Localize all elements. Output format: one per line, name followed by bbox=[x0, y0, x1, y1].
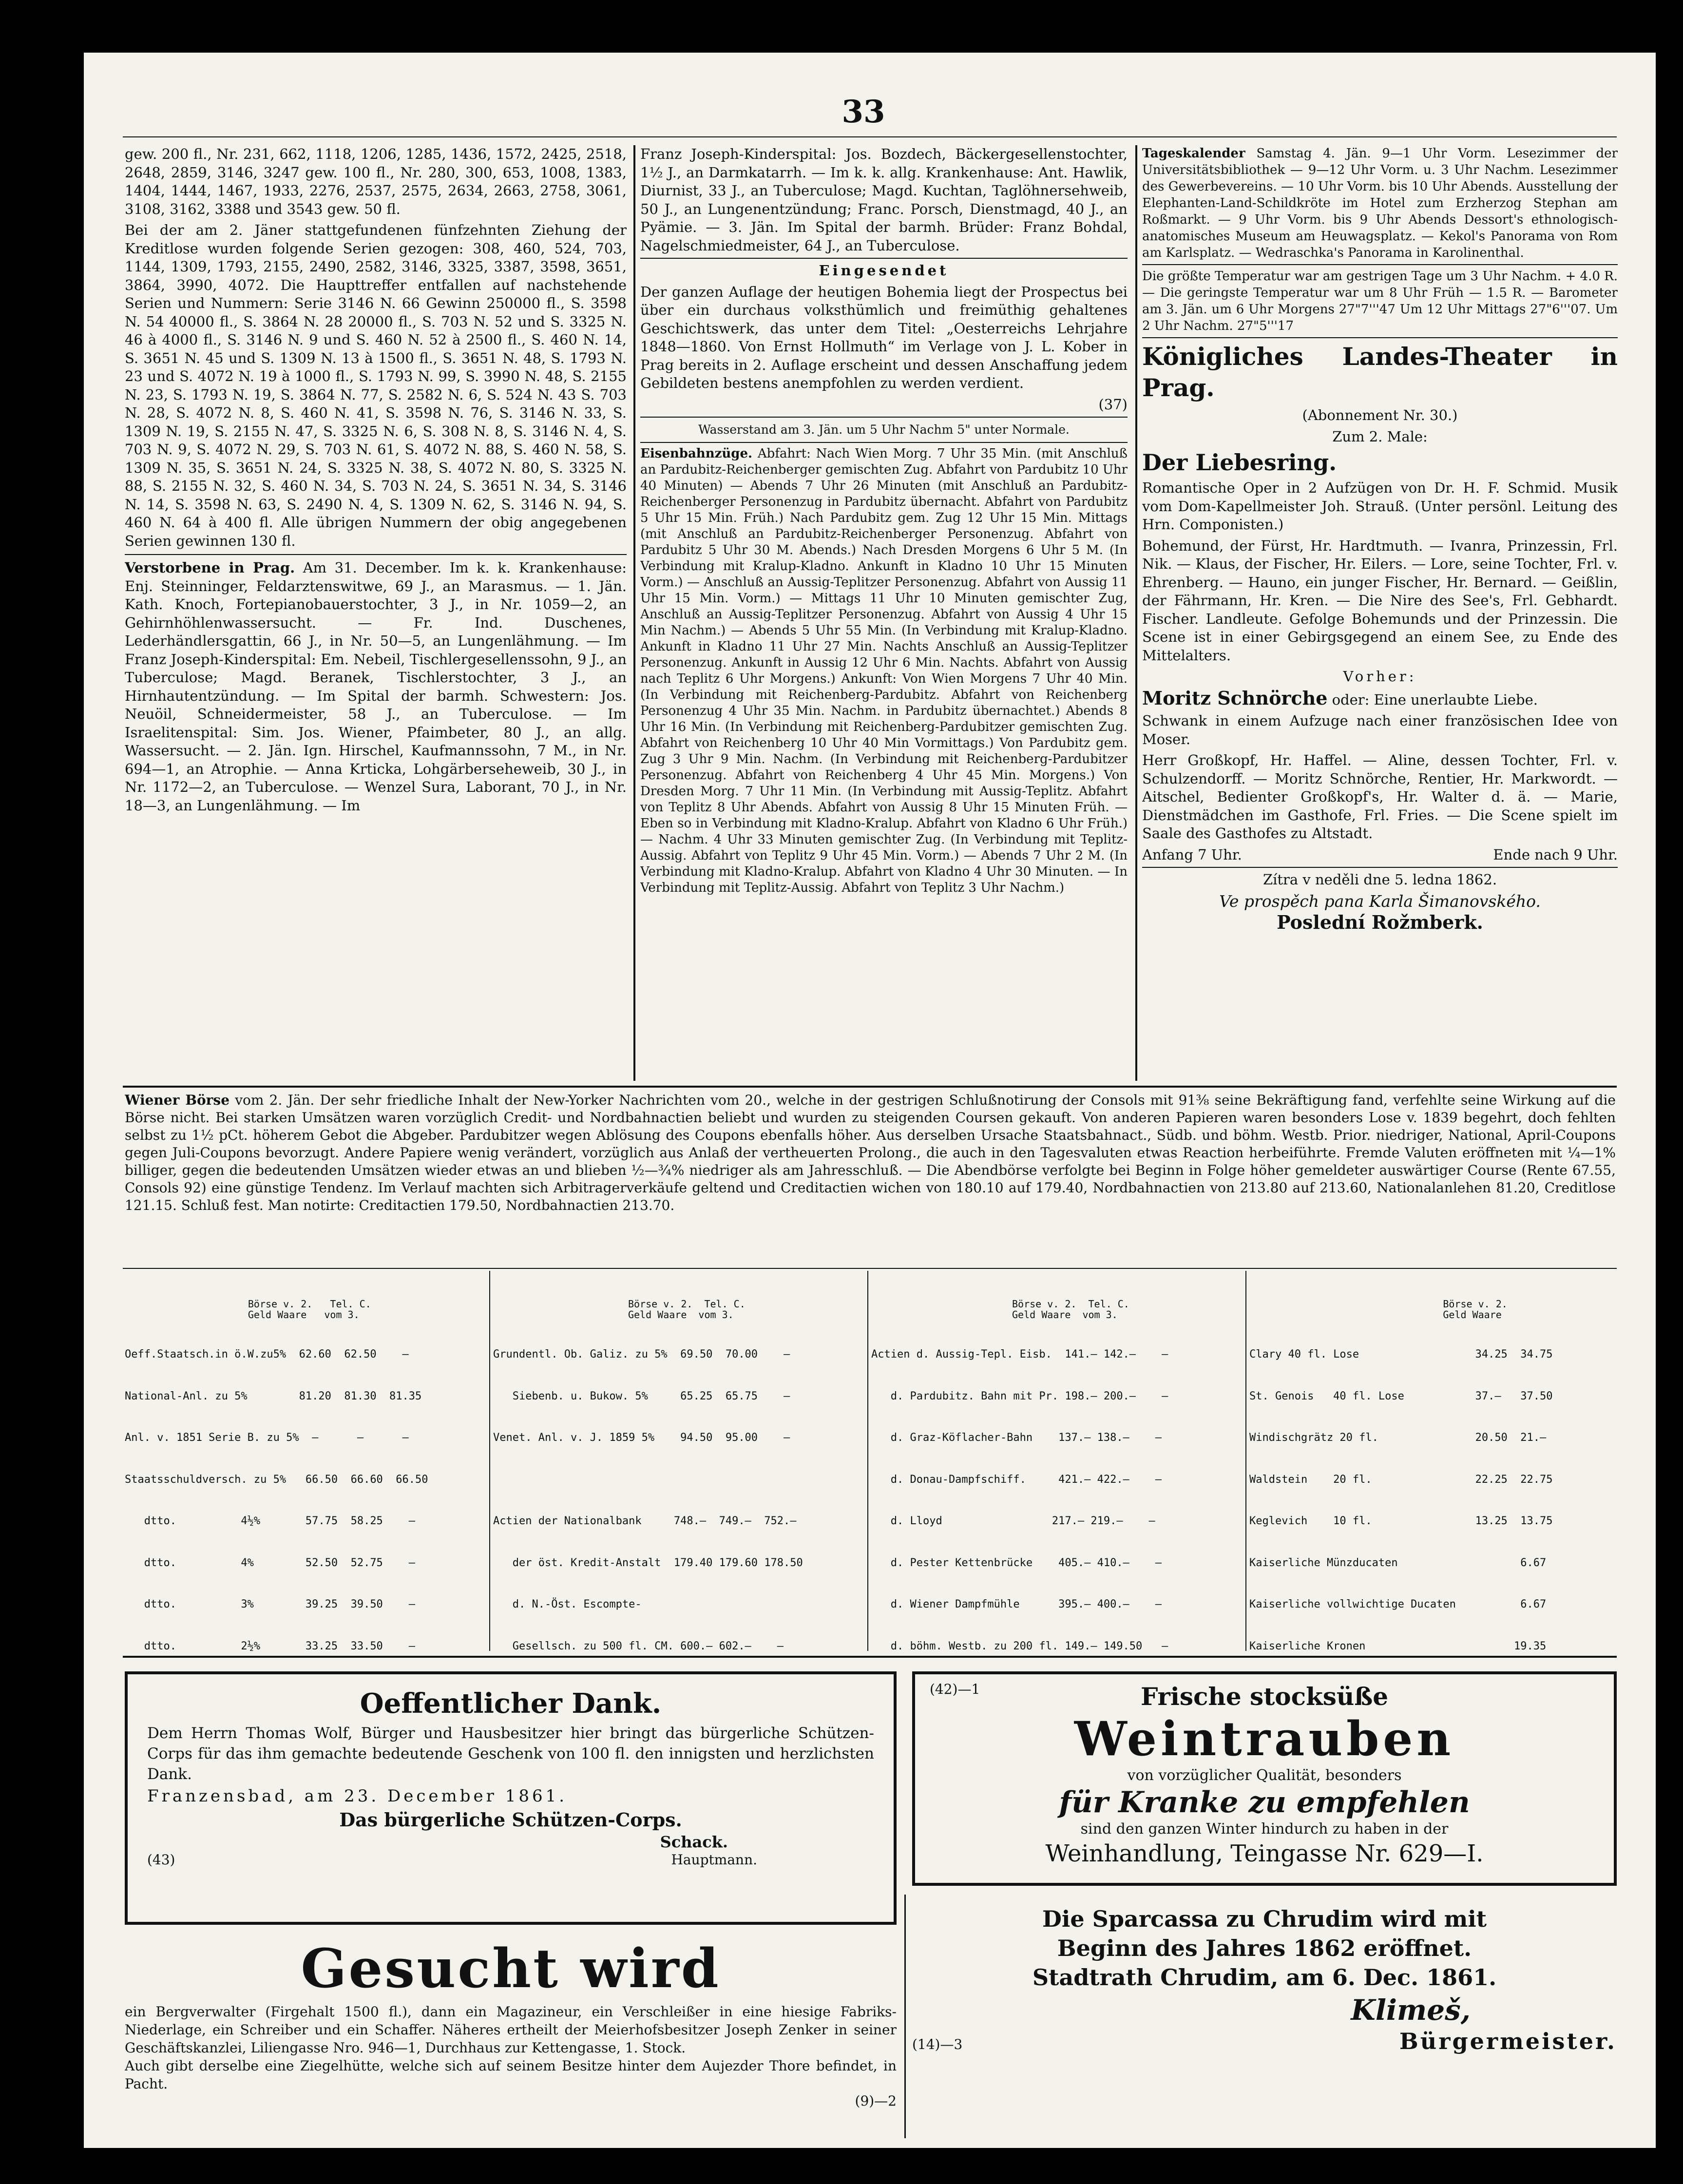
grapes-line-1: Frische stocksüße bbox=[1140, 1682, 1389, 1711]
table-row: Keglevich 10 fl. 13.25 13.75 bbox=[1249, 1515, 1553, 1527]
calendar-text: Samstag 4. Jän. 9—1 Uhr Vorm. Lesezimmer der Universitätsbibliothek — 9—12 Uhr Vorm. u. 3 Uhr Nachm. Lesezimmer des Gewerbevereins. — 10 Uhr Vorm. bis 10 Uhr Abends. Ausstellung der Elephanten-Land-Schildkröte im Hotel zum Erzherzog Stephan am Roßmarkt. — 9 Uhr Vorm. bis 9 Uhr Abends Dessort's ethnologisch-anatomisches Museum am Heuwagsplatz. — Kekol's Panorama von Rom am Karlsplatz. — Wedraschka's Panorama in Karolinenthal. bbox=[1142, 146, 1618, 260]
table-row: d. böhm. Westb. zu 200 fl. 149.— 149.50 — bbox=[871, 1640, 1168, 1651]
table-row: Kaiserliche vollwichtige Ducaten 6.67 bbox=[1249, 1598, 1547, 1610]
table-row: Actien der Nationalbank 748.— 749.— 752.— bbox=[493, 1515, 797, 1527]
table-row: dtto. 3% 39.25 39.50 — bbox=[125, 1598, 416, 1610]
savings-line-2: Beginn des Jahres 1862 eröffnet. bbox=[1057, 1935, 1472, 1961]
table-row: National-Anl. zu 5% 81.20 81.30 81.35 bbox=[125, 1390, 422, 1402]
price-table-state-bonds bbox=[125, 1271, 485, 1651]
table-row: Kaiserliche Münzducaten 6.67 bbox=[1249, 1556, 1547, 1569]
savings-line-3: Stadtrath Chrudim, am 6. Dec. 1861. bbox=[1032, 1964, 1497, 1991]
table-row: d. Donau-Dampfschiff. 421.— 422.— — bbox=[871, 1473, 1162, 1486]
table-row: Gesellsch. zu 500 fl. CM. 600.— 602.— — bbox=[493, 1640, 784, 1651]
table-header: Börse v. 2. Geld Waare bbox=[1443, 1298, 1508, 1321]
table-row: Siebenb. u. Bukow. 5% 65.25 65.75 — bbox=[493, 1390, 790, 1402]
deaths-text: Am 31. December. Im k. k. Krankenhause: Enj. Steinninger, Feldarztenswitwe, 69 J., an Marasmus. — 1. Jän. Kath. Knoch, Fortepianobauerstochter, 3 J., in Nr. 1059—2, an Gehirnhöhlenwassersucht. — Fr. Ind. Duschenes, Lederhändlersgattin, 66 J., in Nr. 50—5, an Lungenlähmung. — Im Franz Joseph-Kinderspital: Em. Nebeil, Tischlergesellenssohn, 9 J., an Tuberculose; Magd. Beranek, Tischlerstochter, 3 J., an Hirnhautentzündung. — Im Spital der barmh. Schwestern: Jos. Neuöil, Schneidermeister, 58 J., an Tuberculose. — Im Israelitenspital: Sim. Jos. Wiener, Pfaimbeter, 80 J., an allg. Wassersucht. — 2. Jän. Ign. Hirschel, Kaufmannssohn, 7 M., in Nr. 694—1, an Atrophie. — Anna Krticka, Lohgärberseheweib, 30 J., in Nr. 1172—2, an Tuberculose. — Wenzel Sura, Laborant, 70 J., in Nr. 18—3, an Lungenlähmung. — Im bbox=[125, 559, 627, 814]
stock-exchange-text: vom 2. Jän. Der sehr friedliche Inhalt der New-Yorker Nachrichten vom 20., welche in der gestrigen Schlußnotirung der Consols mit 91⅜ seine Bekräftigung fand, verfehlte seine Wirkung auf die Börse nicht. Bei starken Umsätzen waren vorzüglich Credit- und Nordbahnactien beliebt und wurden zu steigenden Coursen gekauft. Von anderen Papieren waren besonders Lose v. 1839 begehrt, doch fehlten selbst zu 1½ pCt. höherem Gebot die Abgeber. Pardubitzer wegen Ablösung des Coupons ebenfalls höher. Aus derselben Ursache Staatsbahnact., Südb. und böhm. Westb. Prior. niedriger, National, April-Coupons gegen Juli-Coupons bevorzugt. Andere Papiere wenig verändert, vorzüglich aus Anlaß der vertheuerten Prolong., die auch in den Tagesvaluten etwas Reaction herbeiführte. Fremde Valuten eröffneten mit ¼—1% billiger, gegen die bedeutenden Umsätzen wieder etwas an und blieben ½—¾% niedriger als am Jahresschluß. — Die Abendbörse verfolgte bei Beginn in Folge höher gemeldeter auswärtiger Course (Rente 67.55, Consols 92) eine günstige Tendenz. Im Verlauf machten sich Arbitragerverkäufe geltend und Creditactien wichen von 180.10 auf 179.40, Nordbahnactien von 213.80 auf 213.60, Nationalanlehen 81.20, Creditlose 121.15. Schluß fest. Man notirte: Creditactien 179.50, Nordbahnactien 213.70. bbox=[125, 1092, 1616, 1213]
play-cast-1: Bohemund, der Fürst, Hr. Hardtmuth. — Ivanra, Prinzessin, Frl. Nik. — Klaus, der Fischer, Hr. Eilers. — Lore, seine Tochter, Frl. v. Ehrenberg. — Hauno, ein junger Fischer, Hr. Bernard. — Geißlin, der Fährmann, Hr. Kren. — Die Nire des See's, Frl. Gebhardt. Fischer. Landleute. Gefolge Bohemunds und der Prinzessin. Die Scene ist in einer Gebirgsgegend an einem See, zu Ende des Mittelalters. bbox=[1142, 537, 1618, 664]
calendar-heading: Tageskalender bbox=[1142, 146, 1245, 161]
grapes-line-6: Weinhandlung, Teingasse Nr. 629—I. bbox=[1045, 1840, 1484, 1867]
wanted-text: ein Bergverwalter (Firgehalt 1500 fl.), dann ein Magazineur, ein Verschleißer in eine hiesige Fabriks-Niederlage, ein Schreiber und ein Schaffer. Näheres ertheilt der Meierhofsbesitzer Joseph Zenker in seiner Geschäftskanzlei, Liliengasse Nro. 946—1, Durchhaus zur Kettengasse, 1. Stock. bbox=[125, 2004, 897, 2056]
column-calendar-theater bbox=[1142, 145, 1618, 1081]
ad-wanted bbox=[125, 1935, 897, 2144]
table-row: St. Genois 40 fl. Lose 37.— 37.50 bbox=[1249, 1390, 1553, 1402]
theater-subscription: (Abonnement Nr. 30.) bbox=[1302, 407, 1458, 423]
section-rule bbox=[125, 554, 627, 555]
thanks-heading: Oeffentlicher Dank. bbox=[360, 1687, 662, 1720]
grapes-line-3: von vorzüglicher Qualität, besonders bbox=[1127, 1767, 1402, 1784]
lottery-results-2: Bei der am 2. Jäner stattgefundenen fünfzehnten Ziehung der Kreditlose wurden folgende Serien gezogen: 308, 460, 524, 703, 1144, 1309, 1793, 2155, 2490, 2582, 3146, 3325, 3387, 3598, 3651, 3864, 3990, 4072. Die Haupttreffer entfallen auf nachstehende Serien und Nummern: Serie 3146 N. 66 Gewinn 250000 fl., S. 3598 N. 54 40000 fl., S. 3864 N. 28 20000 fl., S. 703 N. 52 und S. 3325 N. 46 à 4000 fl., S. 3146 N. 9 und S. 460 N. 52 à 2500 fl., S. 460 N. 14, S. 3651 N. 45 und S. 1309 N. 13 à 1500 fl., S. 3651 N. 48, S. 1793 N. 23 und S. 4072 N. 19 à 1000 fl., S. 1793 N. 99, S. 3990 N. 48, S. 2155 N. 23, S. 1793 N. 19, S. 3864 N. 77, S. 2582 N. 6, S. 524 N. 43 S. 703 N. 28, S. 4072 N. 8, S. 460 N. 41, S. 3598 N. 76, S. 3146 N. 33, S. 1309 N. 19, S. 2155 N. 47, S. 3325 N. 6, S. 308 N. 8, S. 3146 N. 4, S. 703 N. 9, S. 4072 N. 29, S. 703 N. 61, S. 4072 N. 88, S. 460 N. 58, S. 1309 N. 35, S. 3651 N. 24, S. 3325 N. 38, S. 4072 N. 80, S. 3325 N. 88, S. 2155 N. 32, S. 460 N. 34, S. 703 N. 24, S. 3651 N. 34, S. 3146 N. 14, S. 3598 N. 63, S. 2490 N. 4, S. 1309 N. 62, S. 3146 N. 94, S. 460 N. 64 à 400 fl. Alle übrigen Nummern der obig angegebenen Serien gewinnen 130 fl. bbox=[125, 222, 627, 549]
czech-play-title: Poslední Rožmberk. bbox=[1277, 911, 1483, 933]
czech-date: Zítra v neděli dne 5. ledna 1862. bbox=[1262, 871, 1497, 888]
thanks-signature: Schack. bbox=[660, 1833, 728, 1851]
theater-heading: Königliches Landes-Theater in Prag. bbox=[1142, 342, 1618, 402]
play-title-1: Der Liebesring. bbox=[1142, 449, 1337, 476]
play-cast-2: Herr Großkopf, Hr. Haffel. — Aline, dessen Tochter, Frl. v. Schulzendorff. — Moritz Schnörche, Rentier, Hr. Markwordt. — Aitschel, Bedienter Großkopf's, Hr. Walter d. ä. — Marie, Dienstmädchen im Gasthofe, Frl. Fries. — Die Scene spielt im Saale des Gasthofes zu Altstadt. bbox=[1142, 752, 1618, 842]
table-row: d. Graz-Köflacher-Bahn 137.— 138.— — bbox=[871, 1432, 1162, 1444]
table-row bbox=[493, 1473, 863, 1487]
price-table-shares bbox=[493, 1271, 863, 1651]
submitted-text: Der ganzen Auflage der heutigen Bohemia liegt der Prospectus bei über ein durchaus volksthümlich und freimüthig gehaltenes Geschichtswerk, das unter dem Titel: „Oesterreichs Lehrjahre 1848—1860. Von Ernst Hollmuth“ im Verlage von J. L. Kober in Prag bereits in 2. Auflage erscheint und dessen Anschaffung jedem Gebildeten bestens anempfohlen zu werden verdient. bbox=[640, 283, 1128, 391]
table-header: Börse v. 2. Tel. C. Geld Waare vom 3. bbox=[248, 1298, 371, 1321]
table-row: Anl. v. 1851 Serie B. zu 5% — — — bbox=[125, 1432, 409, 1444]
grapes-line-2: Weintrauben bbox=[1074, 1711, 1455, 1766]
table-header: Börse v. 2. Tel. C. Geld Waare vom 3. bbox=[628, 1298, 746, 1321]
thanks-rank: Hauptmann. bbox=[671, 1852, 757, 1868]
column-lottery-deaths bbox=[125, 145, 627, 1081]
wanted-ad-number: (9)—2 bbox=[855, 2093, 897, 2109]
submitted-number: (37) bbox=[1098, 396, 1128, 413]
deaths-heading: Verstorbene in Prag. bbox=[125, 559, 295, 576]
table-row: d. Lloyd 217.— 219.— — bbox=[871, 1515, 1155, 1527]
table-row: dtto. 2½% 33.25 33.50 — bbox=[125, 1640, 416, 1651]
thanks-ad-number: (43) bbox=[147, 1852, 175, 1868]
newspaper-page bbox=[84, 53, 1656, 2148]
table-rule bbox=[867, 1271, 868, 1651]
stock-exchange-heading: Wiener Börse bbox=[125, 1092, 230, 1108]
ad-public-thanks bbox=[125, 1671, 897, 1925]
section-rule bbox=[1142, 337, 1618, 338]
page-number: 33 bbox=[842, 94, 885, 130]
table-row: Kaiserliche Kronen 19.35 bbox=[1249, 1640, 1547, 1651]
lottery-results-1: gew. 200 fl., Nr. 231, 662, 1118, 1206, 1285, 1436, 1572, 2425, 2518, 2648, 2859, 3146, 3247 gew. 100 fl., Nr. 280, 300, 653, 1008, 1383, 1404, 1444, 1467, 1933, 2276, 2537, 2575, 2634, 2663, 2758, 3061, 3108, 3162, 3388 und 3543 gew. 50 fl. bbox=[125, 146, 627, 217]
price-table-railway-lots bbox=[871, 1271, 1242, 1651]
table-row: d. Pardubitz. Bahn mit Pr. 198.— 200.— — bbox=[871, 1390, 1168, 1402]
table-row: Staatsschuldversch. zu 5% 66.50 66.60 66.50 bbox=[125, 1473, 428, 1486]
section-rule bbox=[640, 442, 1128, 443]
table-rule bbox=[489, 1271, 490, 1651]
table-top-rule bbox=[123, 1268, 1617, 1269]
ads-column-rule bbox=[904, 1895, 906, 2138]
table-row: Oeff.Staatsch.in ö.W.zu5% 62.60 62.50 — bbox=[125, 1348, 409, 1360]
grapes-ad-number: (42)—1 bbox=[930, 1681, 980, 1697]
savings-title: Bürgermeister. bbox=[1399, 2028, 1617, 2054]
show-end: Ende nach 9 Uhr. bbox=[1493, 846, 1618, 863]
wanted-heading: Gesucht wird bbox=[301, 1937, 721, 2000]
table-row: Windischgrätz 20 fl. 20.50 21.— bbox=[1249, 1432, 1547, 1444]
savings-ad-number: (14)—3 bbox=[912, 2036, 963, 2052]
grapes-line-5: sind den ganzen Winter hindurch zu haben in der bbox=[1080, 1820, 1449, 1838]
table-header: Börse v. 2. Tel. C. Geld Waare vom 3. bbox=[1012, 1298, 1129, 1321]
table-row: Clary 40 fl. Lose 34.25 34.75 bbox=[1249, 1348, 1553, 1360]
savings-footer bbox=[912, 2028, 1617, 2054]
weather-report: Die größte Temperatur war am gestrigen Tage um 3 Uhr Nachm. + 4.0 R. — Die geringste Temperatur war um 8 Uhr Früh — 1.5 R. — Barometer am 3. Jän. um 6 Uhr Morgens 27"7'''47 Um 12 Uhr Mittags 27"6'''07. Um 2 Uhr Nachm. 27"5'''17 bbox=[1142, 269, 1618, 333]
section-rule bbox=[1142, 867, 1618, 868]
stock-section-rule bbox=[123, 1086, 1617, 1088]
day-calendar bbox=[1142, 145, 1618, 261]
ads-top-rule bbox=[123, 1656, 1617, 1658]
play-description-1: Romantische Oper in 2 Aufzügen von Dr. H. F. Schmid. Musik vom Dom-Kapellmeister Joh. Strauß. (Unter persönl. Leitung des Hrn. Componisten.) bbox=[1142, 479, 1618, 533]
table-rule bbox=[1245, 1271, 1246, 1651]
grapes-line-4: für Kranke zu empfehlen bbox=[1059, 1785, 1470, 1820]
table-row: Actien d. Aussig-Tepl. Eisb. 141.— 142.— — bbox=[871, 1348, 1168, 1360]
deaths-continued: Franz Joseph-Kinderspital: Jos. Bozdech, Bäckergesellenstochter, 1½ J., an Darmkatarrh. — Im k. k. allg. Krankenhause: Ant. Hawlik, Diurnist, 33 J., an Tuberculose; Magd. Kuchtan, Taglöhnersehweib, 50 J., an Lungenentzündung; Franc. Porsch, Dienstmagd, 40 J., an Pyämie. — 3. Jän. Im Spital der barmh. Brüder: Franz Bohdal, Nagelschmiedmeister, 64 J., an Tuberculose. bbox=[640, 146, 1128, 254]
table-row: Waldstein 20 fl. 22.25 22.75 bbox=[1249, 1473, 1553, 1486]
ad-savings-bank bbox=[912, 1904, 1617, 2138]
czech-benefit: Ve prospěch pana Karla Šimanovského. bbox=[1219, 891, 1541, 911]
theater-before: Vorher: bbox=[1343, 668, 1417, 685]
column-rule-1 bbox=[633, 145, 635, 1081]
show-times bbox=[1142, 846, 1618, 864]
table-row: d. Pester Kettenbrücke 405.— 410.— — bbox=[871, 1556, 1162, 1569]
railway-text: Abfahrt: Nach Wien Morg. 7 Uhr 35 Min. (mit Anschluß an Pardubitz-Reichenberger gemischten Zug. Abfahrt von Pardubitz 10 Uhr 40 Minuten) — Abends 7 Uhr 26 Minuten (mit Anschluß an Pardubitz-Reichenberger Personenzug in Pardubitz übernacht. Abfahrt von Pardubitz 5 Uhr 15 Min. Früh.) Nach Pardubitz gem. Zug 12 Uhr 15 Min. Mittags (mit Anschluß an Pardubitz-Reichenberger Personenzug. Abfahrt von Pardubitz 5 Uhr 30 M. Abends.) Nach Dresden Morgens 6 Uhr 5 M. (In Verbindung mit Kralup-Kladno. Ankunft in Kladno 10 Uhr 15 Minuten Vorm.) — Anschluß an Aussig-Teplitzer Personenzug. Abfahrt von Aussig 11 Uhr 15 Min. Vorm.) — Mittags 11 Uhr 10 Minuten gemischter Zug, Anschluß an Aussig-Teplitzer Personenzug. Abfahrt von Aussig 4 Uhr 15 Min Nachm.) — Abends 5 Uhr 55 Min. (In Verbindung mit Kralup-Kladno. Ankunft in Kladno 11 Uhr 27 Min. Nachts Anschluß an Aussig-Teplitzer Personenzug. Ankunft in Aussig 12 Uhr 6 Min. Nachts. Abfahrt von Aussig nach Teplitz 6 Uhr Morgens.) Ankunft: Von Wien Morgens 7 Uhr 40 Min. (In Verbindung mit Reichenberg-Pardubitz. Abfahrt von Reichenberg Personenzug 4 Uhr 35 Min. Nachm. in Pardubitz übernachtet.) Abends 8 Uhr 16 Min. (In Verbindung mit Reichenberg-Pardubitzer gemischten Zug. Abfahrt von Reichenberg 10 Uhr 40 Min Vormittags.) Von Pardubitz gem. Zug 3 Uhr 9 Min. Nachm. (In Verbindung mit Reichenberg-Pardubitzer Personenzug. Abfahrt von Reichenberg 4 Uhr 45 Min. Morgens.) Von Dresden Morg. 7 Uhr 11 Min. (In Verbindung mit Aussig-Teplitz. Abfahrt von Teplitz 8 Uhr Abends. Abfahrt von Aussig 8 Uhr 15 Minuten Früh. — Eben so in Verbindung mit Kladno-Kralup. Abfahrt von Kladno 6 Uhr Früh.) — Nachm. 4 Uhr 33 Minuten gemischter Zug. (In Verbindung mit Teplitz-Aussig. Abfahrt von Teplitz 9 Uhr 45 Min. Vorm.) — Abends 7 Uhr 2 M. (In Verbindung mit Kladno-Kralup. Abfahrt von Kladno 4 Uhr 30 Minuten. — In Verbindung mit Teplitz-Aussig. Abfahrt von Teplitz 3 Uhr Nachm.) bbox=[640, 446, 1128, 895]
savings-line-1: Die Sparcassa zu Chrudim wird mit bbox=[1042, 1906, 1487, 1932]
play-subtitle-2: oder: Eine unerlaubte Liebe. bbox=[1332, 691, 1538, 708]
price-table-currencies bbox=[1249, 1271, 1617, 1651]
section-rule bbox=[1142, 264, 1618, 265]
section-rule bbox=[640, 417, 1128, 418]
thanks-footer bbox=[147, 1852, 874, 1868]
table-row: der öst. Kredit-Anstalt 179.40 179.60 178.50 bbox=[493, 1556, 803, 1569]
stock-exchange-report bbox=[125, 1092, 1616, 1267]
table-row: d. Wiener Dampfmühle 395.— 400.— — bbox=[871, 1598, 1162, 1610]
play-description-2: Schwank in einem Aufzuge nach einer französischen Idee von Moser. bbox=[1142, 712, 1618, 747]
section-rule bbox=[640, 258, 1128, 259]
table-row: dtto. 4% 52.50 52.75 — bbox=[125, 1556, 416, 1569]
header-rule bbox=[123, 136, 1617, 137]
ad-grapes bbox=[912, 1671, 1617, 1886]
theater-repeat: Zum 2. Male: bbox=[1332, 428, 1428, 445]
play-title-2-line bbox=[1142, 689, 1618, 709]
stock-exchange-paragraph bbox=[125, 1092, 1616, 1214]
thanks-text: Dem Herrn Thomas Wolf, Bürger und Hausbesitzer hier bringt das bürgerliche Schützen-Corps für das ihm gemachte bedeutende Geschenk von 100 fl. den innigsten und herzlichsten Dank. bbox=[147, 1724, 874, 1783]
savings-signature: Klimeš, bbox=[1351, 1993, 1471, 2027]
wanted-text-2: Auch gibt derselbe eine Ziegelhütte, welche sich auf seinem Besitze hinter dem Aujezder Thore befindet, in Pacht. bbox=[125, 2058, 897, 2092]
railway-schedule bbox=[640, 446, 1128, 896]
water-level: Wasserstand am 3. Jän. um 5 Uhr Nachm 5" unter Normale. bbox=[698, 422, 1070, 437]
column-notices-rail bbox=[640, 145, 1128, 1081]
table-row: Grundentl. Ob. Galiz. zu 5% 69.50 70.00 — bbox=[493, 1348, 790, 1360]
railway-heading: Eisenbahnzüge. bbox=[640, 446, 753, 461]
table-row: d. N.-Öst. Escompte- bbox=[493, 1598, 642, 1610]
column-rule-2 bbox=[1135, 145, 1137, 1081]
thanks-signatory: Das bürgerliche Schützen-Corps. bbox=[339, 1809, 682, 1831]
play-title-2: Moritz Schnörche bbox=[1142, 687, 1328, 709]
thanks-place-date: Franzensbad, am 23. December 1861. bbox=[147, 1786, 568, 1806]
submitted-heading: Eingesendet bbox=[819, 262, 949, 279]
show-start: Anfang 7 Uhr. bbox=[1142, 846, 1242, 863]
deaths-notice bbox=[125, 559, 627, 815]
table-row: dtto. 4½% 57.75 58.25 — bbox=[125, 1515, 416, 1527]
table-row: Venet. Anl. v. J. 1859 5% 94.50 95.00 — bbox=[493, 1432, 790, 1444]
